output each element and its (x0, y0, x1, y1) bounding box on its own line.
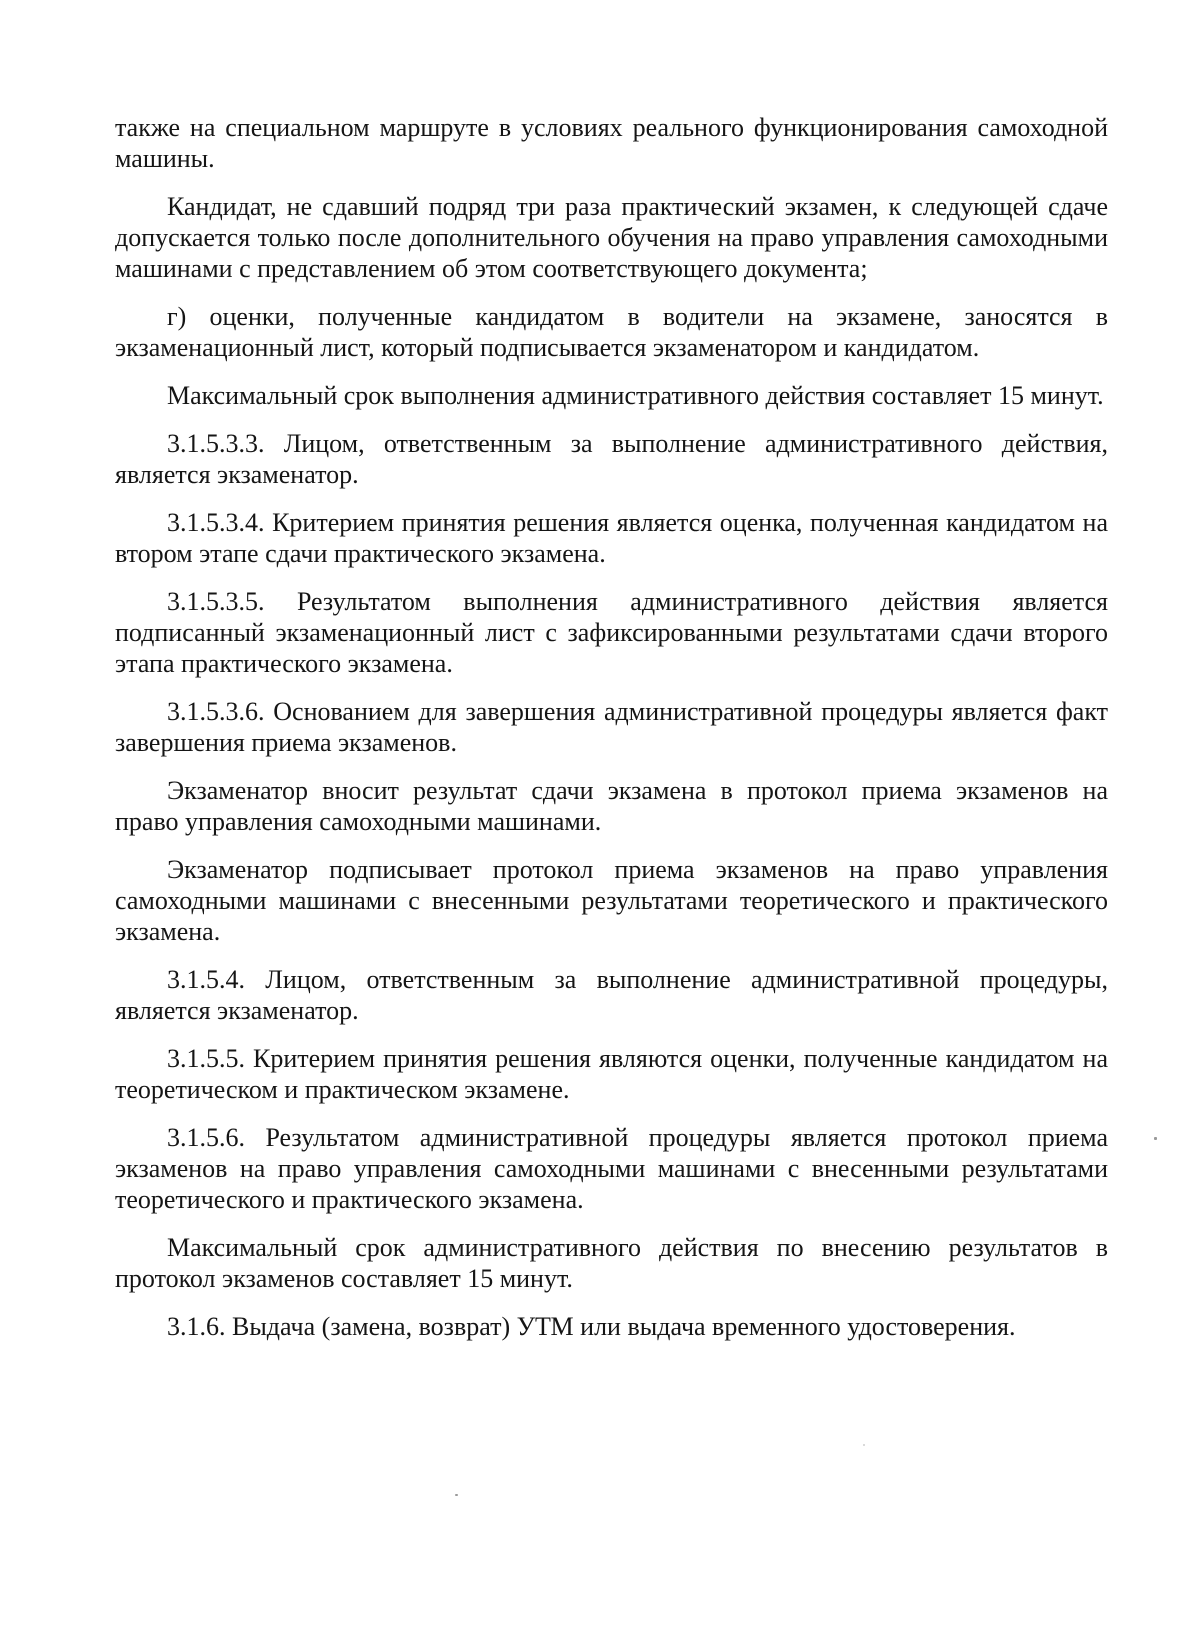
paragraph-7: 3.1.5.3.5. Результатом выполнения административного действия является подписанный экзаменационный лист с зафиксированными результатами сдачи второго этапа практического экзамена. (115, 587, 1108, 678)
paragraph-5: 3.1.5.3.3. Лицом, ответственным за выполнение административного действия, является экзаменатор. (115, 429, 1108, 489)
scan-speck (455, 1494, 458, 1496)
paragraph-4: Максимальный срок выполнения административного действия составляет 15 минут. (167, 381, 1104, 410)
paragraph-6: 3.1.5.3.4. Критерием принятия решения является оценка, полученная кандидатом на втором этапе сдачи практического экзамена. (115, 508, 1108, 568)
paragraph-14: Максимальный срок административного действия по внесению результатов в протокол экзаменов составляет 15 минут. (115, 1233, 1108, 1293)
paragraph-12: 3.1.5.5. Критерием принятия решения являются оценки, полученные кандидатом на теоретическом и практическом экзамене. (115, 1044, 1108, 1104)
paragraph-1: также на специальном маршруте в условиях реального функционирования самоходной машины. (115, 113, 1108, 173)
paragraph-13: 3.1.5.6. Результатом административной процедуры является протокол приема экзаменов на право управления самоходными машинами с внесенными результатами теоретического и практического экзамена. (115, 1123, 1108, 1214)
paragraph-11: 3.1.5.4. Лицом, ответственным за выполнение административной процедуры, является экзаменатор. (115, 965, 1108, 1025)
paragraph-10: Экзаменатор подписывает протокол приема экзаменов на право управления самоходными машинами с внесенными результатами теоретического и практического экзамена. (115, 855, 1108, 946)
paragraph-8: 3.1.5.3.6. Основанием для завершения административной процедуры является факт завершения приема экзаменов. (115, 697, 1108, 757)
paragraph-3: г) оценки, полученные кандидатом в водители на экзамене, заносятся в экзаменационный лист, который подписывается экзаменатором и кандидатом. (115, 302, 1108, 362)
scan-speck (863, 1444, 865, 1446)
scan-speck (1154, 1137, 1157, 1140)
paragraph-2: Кандидат, не сдавший подряд три раза практический экзамен, к следующей сдаче допускается только после дополнительного обучения на право управления самоходными машинами с представлением об этом соответствующего документа; (115, 192, 1108, 283)
paragraph-9: Экзаменатор вносит результат сдачи экзамена в протокол приема экзаменов на право управления самоходными машинами. (115, 776, 1108, 836)
paragraph-15: 3.1.6. Выдача (замена, возврат) УТМ или выдача временного удостоверения. (167, 1312, 1016, 1341)
document-body (115, 112, 1108, 1359)
